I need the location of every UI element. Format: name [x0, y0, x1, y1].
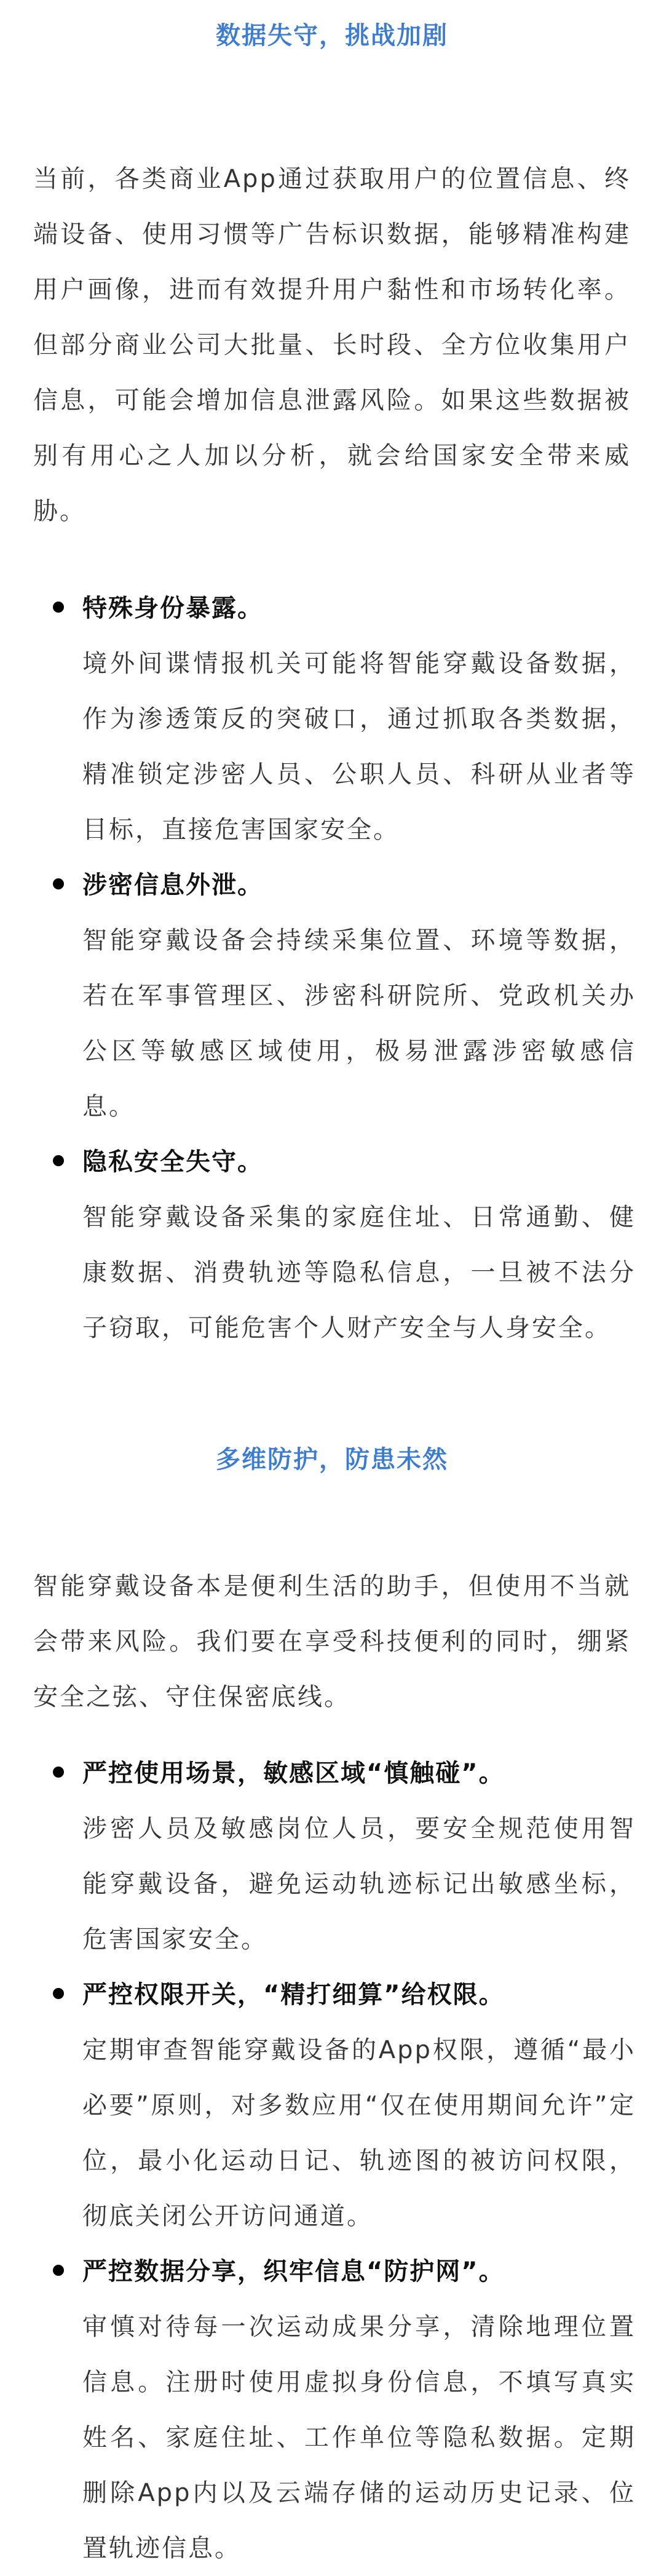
- list-item-body: 涉密人员及敏感岗位人员，要安全规范使用智能穿戴设备，避免运动轨迹标记出敏感坐标，危害国家安全。: [82, 1815, 636, 1954]
- bullet-dot-icon: [53, 1155, 64, 1166]
- list-item-title: 涉密信息外泄。: [82, 871, 263, 899]
- list-item: [0, 1134, 664, 1356]
- bullet-dot-icon: [53, 602, 64, 613]
- list-item-body: 境外间谍情报机关可能将智能穿戴设备数据，作为渗透策反的突破口，通过抓取各类数据，精准锁定涉密人员、公职人员、科研从业者等目标，直接危害国家安全。: [82, 650, 636, 844]
- list-item-title: 隐私安全失守。: [82, 1148, 263, 1176]
- bullet-dot-icon: [53, 1767, 64, 1778]
- bullet-dot-icon: [53, 878, 64, 889]
- list-item-body: 审慎对待每一次运动成果分享，清除地理位置信息。注册时使用虚拟身份信息，不填写真实姓名、家庭住址、工作单位等隐私数据。定期删除App内以及云端存储的运动历史记录、位置轨迹信息。: [82, 2313, 636, 2562]
- risk-list: [0, 581, 664, 1356]
- list-item-title: 严控使用场景，敏感区域“慎触碰”。: [82, 1759, 505, 1787]
- bullet-dot-icon: [53, 1988, 64, 1999]
- list-item-body: 智能穿戴设备采集的家庭住址、日常通勤、健康数据、消费轨迹等隐私信息，一旦被不法分子窃取，可能危害个人财产安全与人身安全。: [82, 1203, 636, 1342]
- list-item-title: 严控数据分享，织牢信息“防护网”。: [82, 2257, 505, 2286]
- section-title-data-breach: 数据失守，挑战加剧: [216, 22, 448, 50]
- list-item-title: 严控权限开关，“精打细算”给权限。: [82, 1981, 505, 2009]
- list-item: [0, 1746, 664, 1967]
- list-item: [0, 857, 664, 1134]
- section-intro-data-breach: 当前，各类商业App通过获取用户的位置信息、终端设备、使用习惯等广告标识数据，能够精准构建用户画像，进而有效提升用户黏性和市场转化率。但部分商业公司大批量、长时段、全方位收集用户信息，可能会增加信息泄露风险。如果这些数据被别有用心之人加以分析，就会给国家安全带来威胁。: [33, 165, 631, 525]
- section-intro-protection: 智能穿戴设备本是便利生活的助手，但使用不当就会带来风险。我们要在享受科技便利的同时，绷紧安全之弦、守住保密底线。: [33, 1572, 631, 1711]
- list-item-title: 特殊身份暴露。: [82, 594, 263, 622]
- list-item: [0, 2244, 664, 2576]
- list-item: [0, 581, 664, 857]
- bullet-dot-icon: [53, 2265, 64, 2276]
- list-item-body: 智能穿戴设备会持续采集位置、环境等数据，若在军事管理区、涉密科研院所、党政机关办公区等敏感区域使用，极易泄露涉密敏感信息。: [82, 926, 636, 1121]
- list-item: [0, 1967, 664, 2244]
- protection-list: [0, 1746, 664, 2576]
- section-title-protection: 多维防护，防患未然: [216, 1445, 448, 1474]
- list-item-body: 定期审查智能穿戴设备的App权限，遵循“最小必要”原则，对多数应用“仅在使用期间允许”定位，最小化运动日记、轨迹图的被访问权限，彻底关闭公开访问通道。: [82, 2036, 636, 2230]
